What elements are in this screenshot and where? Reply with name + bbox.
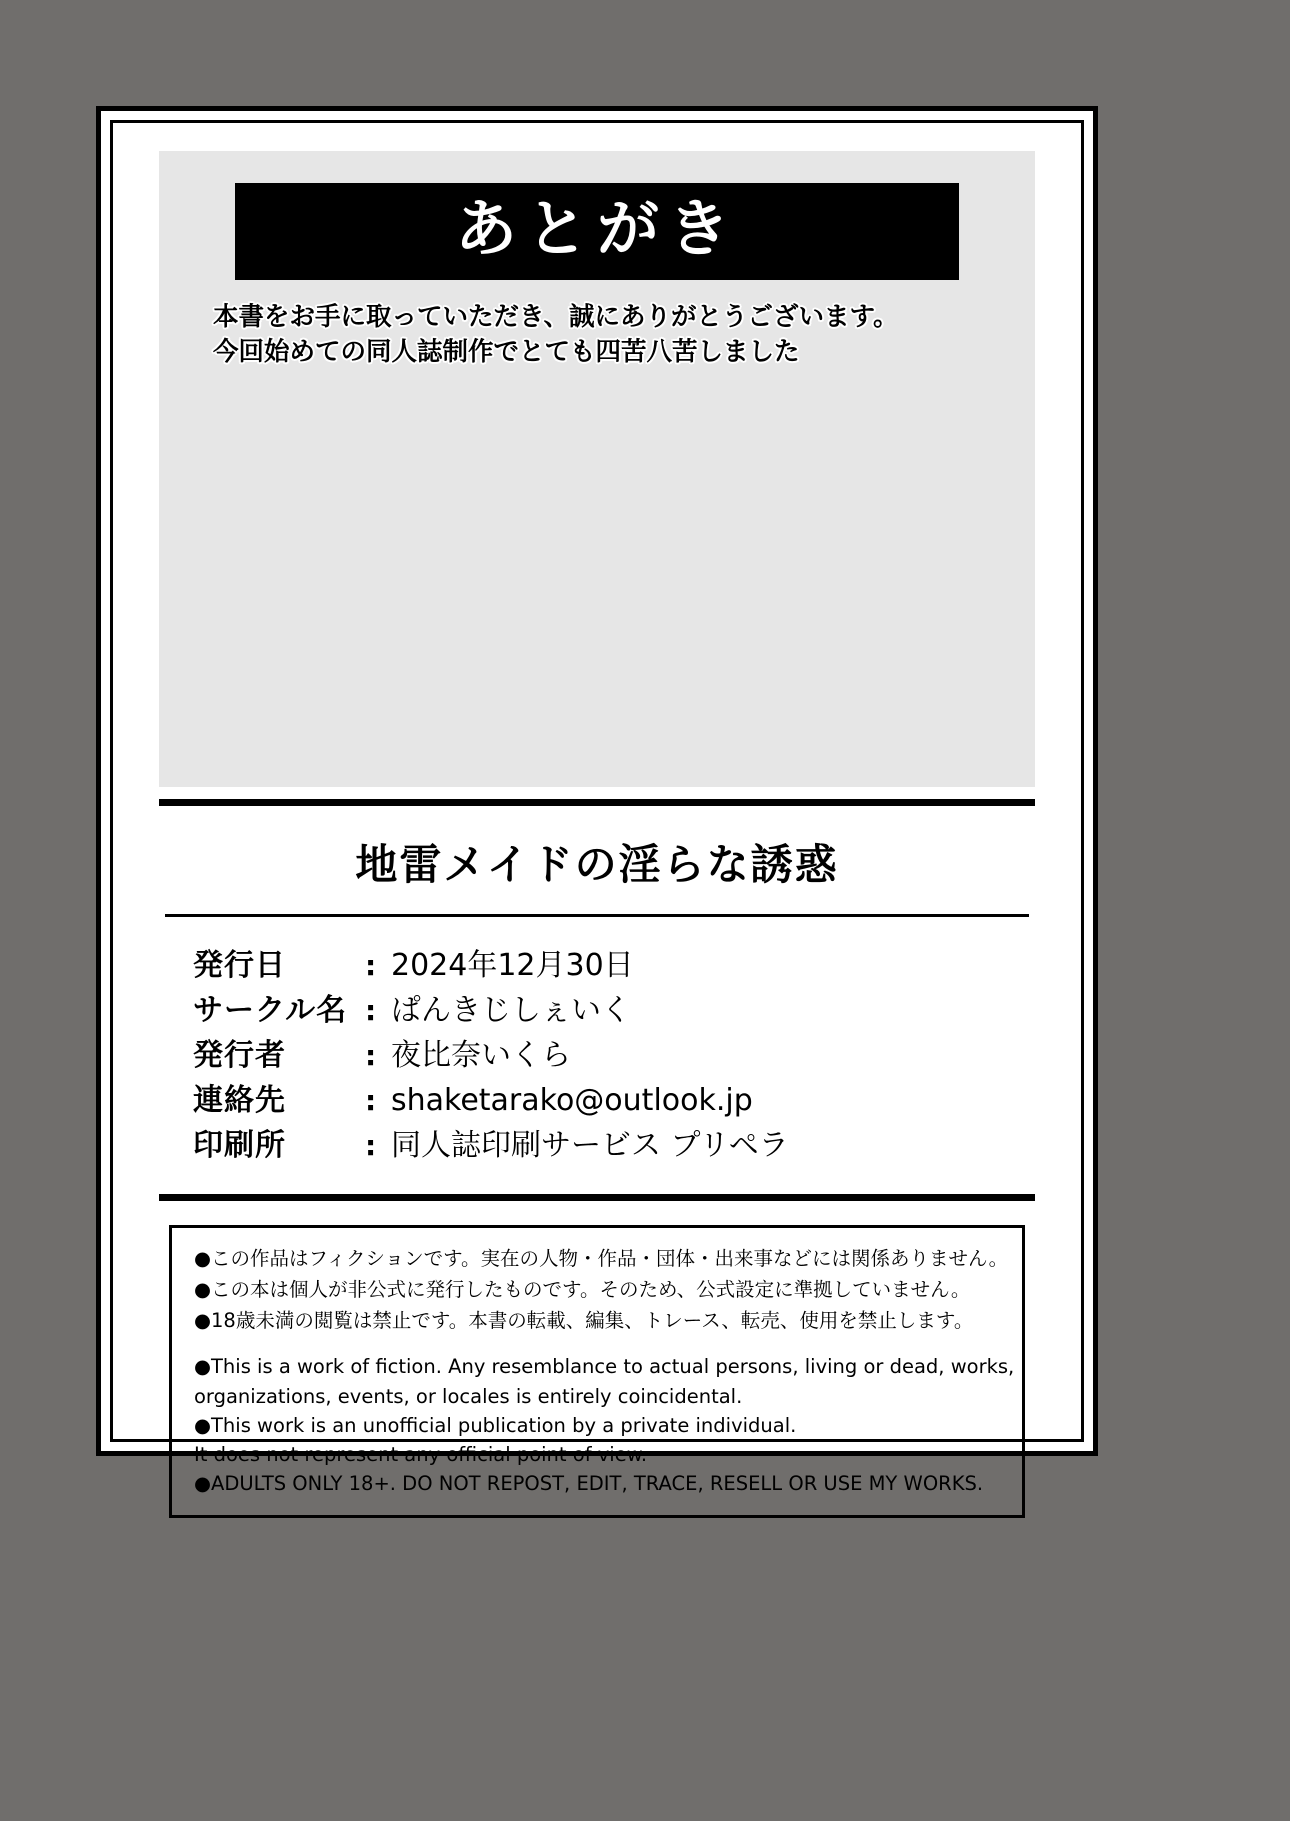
disclaimer-box <box>169 1225 1025 1518</box>
colophon-separator: : <box>365 1039 377 1072</box>
disclaimer-en-line-4: It does not represent any official point of view. <box>194 1443 648 1467</box>
colophon-separator: : <box>365 1084 377 1117</box>
afterword-line-2: 今回始めての同人誌制作でとても四苦八苦しました <box>213 337 800 368</box>
colophon-value: 2024年12月30日 <box>391 948 634 983</box>
disclaimer-japanese <box>194 1244 1009 1336</box>
work-title: 地雷メイドの淫らな誘惑 <box>355 840 839 889</box>
colophon-row <box>193 943 1035 988</box>
page-inner-frame <box>110 120 1084 1496</box>
disclaimer-en-line-2: organizations, events, or locales is entirely coincidental. <box>194 1384 743 1408</box>
divider-thin <box>165 914 1029 917</box>
colophon-label: サークル名 <box>193 993 348 1028</box>
divider-thick-top <box>159 799 1035 806</box>
colophon-value-email[interactable]: shaketarako@outlook.jp <box>391 1083 753 1118</box>
afterword-text <box>187 300 1007 369</box>
colophon-row <box>193 1033 1035 1078</box>
disclaimer-jp-line-3: ●18歳未満の閲覧は禁止です。本書の転載、編集、トレース、転売、使用を禁止します。 <box>194 1308 974 1332</box>
disclaimer-en-line-5: ●ADULTS ONLY 18+. DO NOT REPOST, EDIT, TRACE, RESELL OR USE MY WORKS. <box>194 1472 984 1496</box>
disclaimer-en-line-3: ●This work is an unofficial publication by a private individual. <box>194 1413 797 1437</box>
afterword-panel <box>159 151 1035 787</box>
colophon-label: 発行者 <box>193 1038 286 1073</box>
colophon-label: 連絡先 <box>193 1083 286 1118</box>
colophon-value: 同人誌印刷サービス プリペラ <box>391 1128 789 1163</box>
colophon-label: 印刷所 <box>193 1128 286 1163</box>
disclaimer-jp-line-2: ●この本は個人が非公式に発行したものです。そのため、公式設定に準拠していません。 <box>194 1277 971 1301</box>
disclaimer-jp-line-1: ●この作品はフィクションです。実在の人物・作品・団体・出来事などには関係ありません。 <box>194 1247 1009 1270</box>
colophon-row <box>193 1078 1035 1123</box>
colophon-separator: : <box>365 994 377 1027</box>
colophon-separator: : <box>365 949 377 982</box>
afterword-title: あとがき <box>235 183 959 280</box>
disclaimer-english <box>194 1352 1015 1498</box>
afterword-line-1: 本書をお手に取っていただき、誠にありがとうございます。 <box>213 302 899 333</box>
disclaimer-en-line-1: ●This is a work of fiction. Any resemblance to actual persons, living or dead, works, <box>194 1355 1015 1379</box>
colophon-label: 発行日 <box>193 948 286 983</box>
colophon-row <box>193 988 1035 1033</box>
colophon-value: 夜比奈いくら <box>391 1038 571 1073</box>
colophon-row <box>193 1123 1035 1168</box>
colophon-value: ぱんきじしぇいく <box>391 993 631 1028</box>
doujin-colophon-page <box>96 106 1098 1496</box>
colophon-separator: : <box>365 1129 377 1162</box>
colophon-list <box>159 943 1035 1168</box>
divider-thick-bottom <box>159 1194 1035 1201</box>
